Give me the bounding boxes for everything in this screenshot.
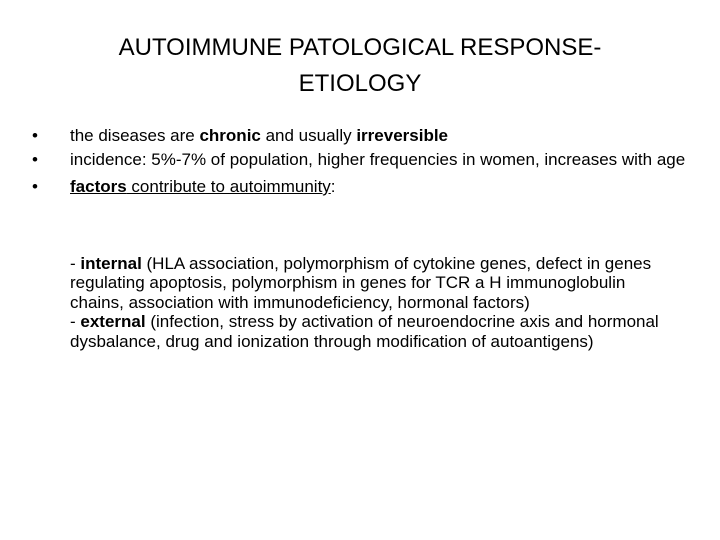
title-line-2: ETIOLOGY <box>298 70 422 97</box>
factors-rest: contribute to autoimmunity <box>126 177 331 196</box>
external-prefix: - <box>70 312 81 332</box>
factors-heading <box>70 177 331 196</box>
bullet-text: and usually <box>260 126 357 145</box>
bullet-bold-irreversible: irreversible <box>356 126 449 145</box>
factors-bold: factors <box>70 177 127 196</box>
bullet-marker: • <box>32 177 38 196</box>
slide-title <box>60 30 660 102</box>
bullet-text: incidence: 5%-7% of population, higher frequencies in women, increases with age <box>70 150 686 169</box>
title-line-1: AUTOIMMUNE PATOLOGICAL RESPONSE- <box>118 34 602 61</box>
bullet-bold-chronic: chronic <box>199 126 261 145</box>
bullet-item-factors <box>30 177 690 196</box>
bullet-text: the diseases are <box>70 126 200 145</box>
bullet-marker: • <box>32 126 38 145</box>
factor-details <box>70 254 680 351</box>
bullet-item-chronic <box>30 126 690 145</box>
internal-prefix: - <box>70 254 81 273</box>
internal-label: internal <box>80 254 142 273</box>
factors-suffix: : <box>330 177 336 196</box>
bullet-item-incidence <box>30 150 690 169</box>
internal-text: (HLA association, polymorphism of cytokine genes, defect in genes regulating apoptosis, polymorphism in genes for TCR a H immunoglobulin chains, association with immunodeficiency, hormonal factors) <box>70 254 652 312</box>
bullet-marker: • <box>32 150 38 169</box>
external-text: (infection, stress by activation of neuroendocrine axis and hormonal dysbalance, drug and ionization through modification of autoantigens) <box>70 312 659 351</box>
external-factors <box>70 312 680 351</box>
external-label: external <box>80 312 146 332</box>
bullet-list <box>30 126 690 204</box>
internal-factors <box>70 254 680 312</box>
